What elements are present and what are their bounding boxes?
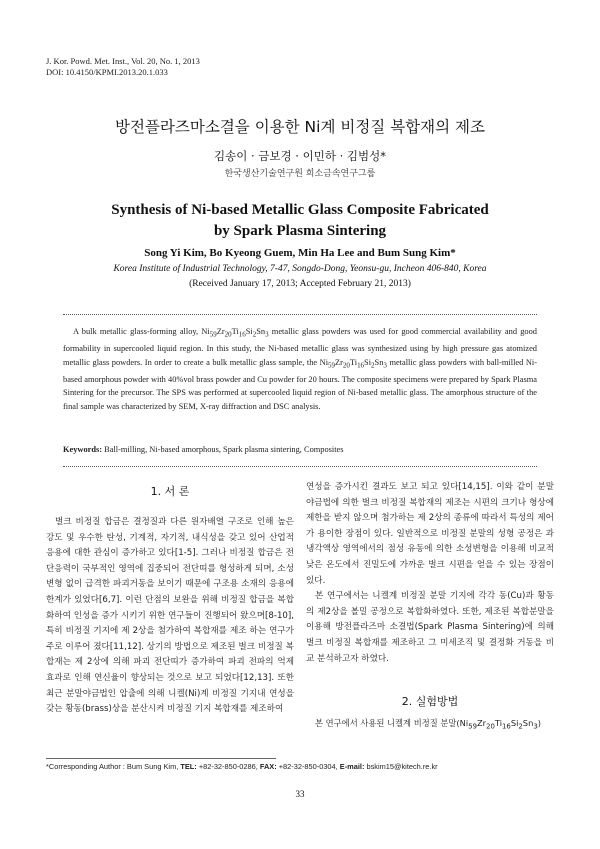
korean-authors: 김송이 · 금보경 · 이민하 · 김범성* — [214, 149, 386, 163]
keywords-text: Ball-milling, Ni-based amorphous, Spark plasma sintering, Composites — [102, 445, 344, 454]
english-title — [0, 200, 600, 242]
abstract-text-2: metallic glass powders was used for good commercial availability and good formability in supercooled liquid region. In this study, the Ni-based metallic glass was synthesized using by high pressure gas atomized metallic glass powders. In order to create a bulk metallic glass sample, the — [63, 327, 537, 367]
english-title-line1: Synthesis of Ni-based Metallic Glass Composite Fabricated — [111, 202, 489, 218]
keywords — [63, 445, 537, 454]
korean-title: 방전플라즈마소결을 이용한 Ni계 비정질 복합재의 제조 — [115, 118, 485, 136]
alloy-formula-3: $Ni_{59}Zr_{20}Ti_{16}Si_2Sn_3$ — [459, 718, 538, 731]
abstract — [63, 325, 537, 413]
section-heading-intro: 1. 서 론 — [150, 485, 190, 498]
body-column-left — [46, 515, 294, 718]
english-authors: Song Yi Kim, Bo Kyeong Guem, Min Ha Lee and Bum Sung Kim* — [144, 247, 456, 259]
received-dates: (Received January 17, 2013; Accepted February 21, 2013) — [189, 279, 411, 289]
alloy-formula-2: $Ni_{59}Zr_{20}Ti_{16}Si_2Sn_3$ — [319, 357, 387, 370]
english-affiliation: Korea Institute of Industrial Technology, 7-47, Songdo-Dong, Yeonsu-gu, Incheon 406-840, Korea — [113, 264, 487, 274]
methods-paragraph: 본 연구에서 사용된 니켈계 비정질 분말$(Ni_{59}Zr_{20}Ti_{16}Si_2Sn_3)$ — [315, 718, 541, 731]
english-title-line2: by Spark Plasma Sintering — [213, 223, 387, 239]
footnote-rule — [46, 758, 276, 759]
journal-citation: J. Kor. Powd. Met. Inst., Vol. 20, No. 1, 2013 — [46, 56, 200, 66]
abstract-bottom-rule — [63, 466, 537, 467]
korean-affiliation: 한국생산기술연구원 희소금속연구그룹 — [224, 169, 376, 179]
journal-header — [46, 56, 200, 78]
abstract-text-3: metallic glass powders with ball-milled Ni-based amorphous powder with 40%vol brass powder and Cu powder for 20 hours. The composite specimens were prepared by Spark Plasma Sintering for the precursor. The SPS was performed at supercooled liquid region of Ni-based metallic glass. The amorphous structure of the final sample was characterized by SEM, X-ray diffraction and DSC analysis. — [63, 357, 538, 411]
body-column-right — [306, 480, 554, 667]
intro-paragraph-cont: 연성을 증가시킨 결과도 보고 되고 있다[14,15]. 이와 같이 분말 야금법에 의한 벌크 비정질 복합재의 제조는 시편의 크기나 형상에 제한을 받지 않으며 첨가하는 제 2상의 종류에 따라서 특성의 제어가 용이한 장점이 있다. 일반적으로 비정질 분말의 성형 공정은 과냉각액상 영역에서의 점성 유동에 의한 소성변형을 이용해 비교적 낮은 온도에서 진밀도에 가까운 벌크 시편을 얻을 수 있는 장점이 있다. — [306, 482, 554, 586]
abstract-top-rule — [63, 314, 537, 315]
intro-paragraph: 벌크 비정질 합금은 결정질과 다른 원자배열 구조로 인해 높은 강도 및 우수한 탄성, 기계적, 자기적, 내식성을 갖고 있어 산업적 응용에 대한 관심이 증가하고 있다[1-5]. 그러나 비정질 합금은 전단응력이 국부적인 영역에 집중되어 전단띠를 형성하게 되며, 소성 변형 없이 급격한 파괴거동을 보이기 때문에 구조용 소재의 응용에 한계가 있었다[6,7]. 이런 단점의 보완을 위해 비정질 합금을 복합화하여 인성을 증가 시키기 위한 연구들이 진행되어 왔으며[8-10], 특히 비정질 기지에 제 2상을 첨가하여 복합재를 제조 하는 연구가 주로 이루어 졌다[11,12]. 상기의 방법으로 제조된 벌크 비정질 복합재는 제 2상에 의해 파괴 전단띠가 증가하여 파괴 전파의 억제 효과로 인해 연신율이 향상되는 것으로 보고 되었다[12,13]. 또한 최근 분말야금법인 압출에 의해 니켈(Ni)계 비정질 기지내 연성을 갖는 황동(brass)상을 분산시켜 비정질 기지 복합재를 제조하여 — [46, 517, 294, 715]
doi: DOI: 10.4150/KPMI.2013.20.1.033 — [46, 67, 168, 77]
abstract-text-1: A bulk metallic glass-forming alloy, — [73, 327, 202, 336]
intro-paragraph-2: 본 연구에서는 니켈계 비정질 분말 기지에 각각 동(Cu)과 황동의 제2상을 볼밀 공정으로 복합화하였다. 또한, 제조된 복합분말을 이용해 방전플라즈마 소결법(Spark Plasma Sintering)에 의해 벌크 비정질 복합재를 제조하고 그 미세조직 및 결정화 거동을 비교 분석하고자 하였다. — [306, 591, 554, 664]
section-heading-methods: 2. 실험방법 — [401, 695, 459, 708]
corresponding-author-footnote: *Corresponding Author : Bum Sung Kim, TEL: +82-32-850-0286, FAX: +82-32-850-0304, E-mail: bskim15@kitech.re.kr — [46, 762, 438, 771]
email-address: bskim15@kitech.re.kr — [364, 762, 438, 771]
page-number: 33 — [295, 789, 305, 799]
keywords-label: Keywords: — [63, 445, 103, 454]
alloy-formula-1: $Ni_{59}Zr_{20}Ti_{16}Si_2Sn_3$ — [201, 327, 269, 339]
